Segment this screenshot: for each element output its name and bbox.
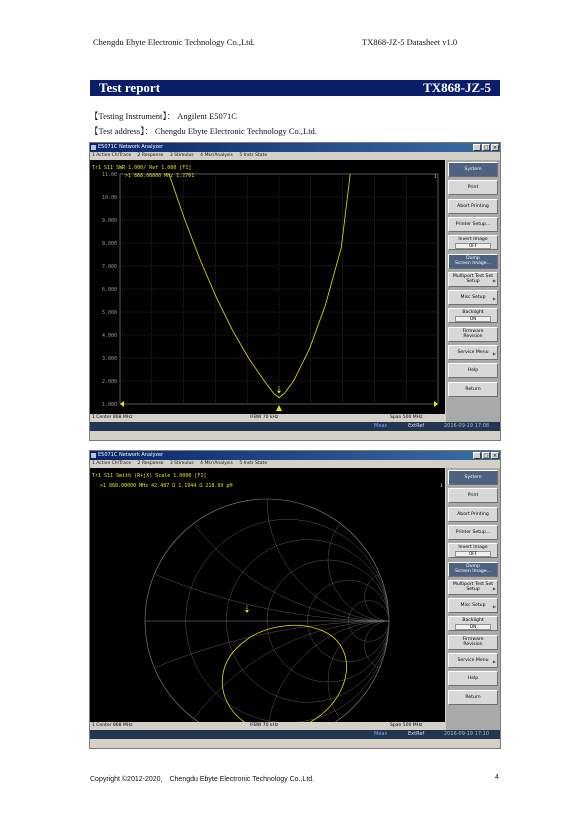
- softkey-value: ON: [455, 316, 491, 322]
- softkey-multiport-test-set[interactable]: [448, 580, 498, 595]
- softkey-value: OFF: [455, 551, 491, 557]
- menu-active-ch[interactable]: 1 Active Ch/Trace: [92, 153, 132, 158]
- softkey-label: Service Menu: [457, 350, 489, 355]
- softkey-value: ON: [455, 624, 491, 630]
- softkey-label: Print: [467, 493, 479, 499]
- close-button[interactable]: ×: [492, 145, 498, 151]
- reactance-arc: [328, 621, 445, 722]
- smith-outer-circle: [145, 499, 389, 722]
- menu-instr-state[interactable]: 5 Instr State: [239, 461, 268, 466]
- submenu-arrow-icon: ▶: [492, 585, 496, 591]
- reactance-arc: [145, 621, 445, 722]
- softkey-service-menu[interactable]: [448, 653, 498, 668]
- softkey-multiport-test-set[interactable]: [448, 272, 498, 287]
- ref-level-left-triangle: [120, 401, 124, 407]
- minimize-button[interactable]: _: [473, 144, 481, 151]
- submenu-arrow-icon: ▶: [492, 659, 496, 664]
- reactance-arc: [328, 499, 445, 621]
- extref-indicator: ExtRef: [408, 731, 425, 737]
- menu-stimulus[interactable]: 3 Stimulus: [169, 153, 194, 158]
- softkey-label: Misc Setup: [460, 603, 486, 609]
- app-icon: [91, 453, 96, 458]
- smith-chart: [90, 468, 445, 722]
- page-header-doc: TX868-JZ-5 Datasheet v1.0: [362, 37, 458, 47]
- y-tick-label: 8.000: [101, 241, 117, 247]
- instrument-status-bar: [90, 422, 500, 431]
- softkey-label-2: Revision: [463, 641, 483, 647]
- softkey-label: Abort Printing: [457, 203, 489, 209]
- softkey-label: Firmware: [462, 328, 484, 334]
- resistance-circle: [186, 519, 389, 722]
- softkey-help[interactable]: [448, 363, 498, 378]
- page-header-company: Chengdu Ebyte Electronic Technology Co.,Ltd.: [93, 37, 255, 47]
- softkey-print[interactable]: [448, 180, 498, 195]
- menu-mkr-analysis[interactable]: 4 Mkr/Analysis: [200, 153, 233, 158]
- softkey-label-2: Screen Image...: [454, 568, 492, 574]
- channel-number: 1: [440, 484, 443, 489]
- maximize-button[interactable]: □: [483, 453, 489, 459]
- y-tick-label: 4.000: [101, 333, 117, 339]
- footer-copyright: Copyright ©2012-2020， Chengdu Ebyte Electronic Technology Co.,Ltd.: [90, 776, 315, 783]
- softkey-return[interactable]: [448, 690, 498, 705]
- y-tick-label: 7.000: [101, 264, 117, 270]
- menu-stimulus[interactable]: 3 Stimulus: [169, 461, 194, 466]
- submenu-arrow-icon: ▶: [492, 277, 496, 283]
- softkey-label: Multiport Test Set: [452, 273, 494, 279]
- meas-indicator: Meas: [374, 423, 388, 429]
- minimize-button[interactable]: _: [473, 452, 481, 459]
- softkey-abort-printing[interactable]: [448, 507, 498, 522]
- menu-bar: [90, 152, 500, 160]
- testing-instrument: 【Testing Instrument】： Angilent E5071C: [90, 111, 237, 121]
- softkey-label: Firmware: [462, 636, 484, 642]
- softkey-backlight[interactable]: [448, 308, 498, 323]
- softkey-help[interactable]: [448, 671, 498, 686]
- menu-response[interactable]: 2 Response: [137, 153, 164, 158]
- channel-number: 1: [434, 175, 437, 180]
- marker-1-label: 1: [245, 606, 249, 611]
- y-tick-label: 10.00: [101, 195, 117, 201]
- softkey-return[interactable]: [448, 382, 498, 397]
- softkey-label: Invert Image: [458, 545, 488, 551]
- softkey-system[interactable]: [448, 162, 498, 177]
- softkey-service-menu[interactable]: [448, 345, 498, 360]
- marker-1-label: 1: [277, 386, 281, 392]
- y-tick-label: 2.000: [101, 379, 117, 385]
- menu-active-ch[interactable]: 1 Active Ch/Trace: [92, 461, 132, 466]
- softkey-invert-image[interactable]: [448, 543, 498, 558]
- y-tick-label: 9.000: [101, 218, 117, 224]
- y-tick-label: 1.000: [101, 402, 117, 408]
- softkey-label-2: Setup: [466, 278, 480, 284]
- test-address: 【Test address】： Chengdu Ebyte Electronic Technology Co.,Ltd.: [90, 126, 317, 136]
- softkey-firmware[interactable]: [448, 635, 498, 650]
- softkey-system[interactable]: [448, 470, 498, 485]
- softkey-label: Help: [467, 676, 479, 682]
- menu-bar: [90, 460, 500, 468]
- y-tick-label: 11.00: [101, 172, 117, 178]
- softkey-label: Service Menu: [457, 658, 489, 663]
- softkey-misc-setup[interactable]: [448, 290, 498, 305]
- reactance-arcs: [90, 468, 445, 722]
- stimulus-center-triangle: [276, 405, 282, 411]
- ref-level-right-triangle: [434, 401, 438, 407]
- reactance-arc: [90, 621, 445, 722]
- menu-response[interactable]: 2 Response: [137, 461, 164, 466]
- softkey-value: OFF: [455, 243, 491, 249]
- softkey-label: Print: [467, 185, 479, 191]
- softkey-label: Dump: [466, 255, 480, 261]
- softkey-dump[interactable]: [448, 562, 498, 577]
- softkey-label: Backlight: [462, 310, 484, 316]
- window-titlebar: [90, 451, 500, 460]
- section-title: Test report: [99, 80, 161, 95]
- reactance-arc: [267, 468, 445, 621]
- softkey-label: System: [464, 475, 482, 480]
- extref-indicator: ExtRef: [408, 423, 425, 429]
- softkey-label: Misc Setup: [460, 295, 486, 301]
- window-title: E5071C Network Analyzer: [98, 452, 164, 458]
- y-tick-label: 6.000: [101, 287, 117, 293]
- swr-plot-area[interactable]: [90, 160, 445, 414]
- close-button[interactable]: ×: [492, 453, 498, 459]
- y-tick-label: 5.000: [101, 310, 117, 316]
- softkey-printer-setup[interactable]: [448, 217, 498, 232]
- softkey-label: Return: [465, 694, 481, 700]
- softkey-firmware[interactable]: [448, 327, 498, 342]
- softkey-label: Backlight: [462, 618, 484, 624]
- app-icon: [91, 145, 96, 150]
- softkey-label: Printer Setup...: [455, 221, 491, 227]
- marker-readout: >1 868.00000 MHz 42.487 Ω 1.1944 Ω 218.99 pH: [100, 483, 233, 489]
- softkey-label-2: Revision: [463, 333, 483, 339]
- maximize-button[interactable]: □: [483, 145, 489, 151]
- softkey-label: System: [464, 167, 482, 172]
- marker-readout: >1 868.00000 MHz 1.2761: [125, 173, 195, 179]
- ifbw: IFBW 70 kHz: [250, 723, 279, 728]
- softkey-abort-printing[interactable]: [448, 199, 498, 214]
- trace-label: Tr1 S11 Smith (R+jX) Scale 1.0000 [F1]: [92, 473, 207, 479]
- softkey-printer-setup[interactable]: [448, 525, 498, 540]
- softkey-label: Multiport Test Set: [452, 581, 494, 587]
- softkey-print[interactable]: [448, 488, 498, 503]
- softkey-label-2: Screen Image...: [454, 260, 492, 266]
- center-freq: 1 Center 868 MHz: [92, 723, 133, 728]
- timestamp: 2016-09-19 17:10: [444, 731, 490, 737]
- softkey-label: Help: [467, 368, 479, 374]
- softkey-label: Invert Image: [458, 237, 488, 243]
- ifbw: IFBW 70 kHz: [250, 415, 279, 420]
- softkey-label: Return: [465, 386, 481, 392]
- submenu-arrow-icon: ▶: [492, 351, 496, 356]
- gridlines: [120, 174, 438, 404]
- smith-trace: [222, 625, 346, 722]
- reactance-arc: [90, 468, 445, 621]
- y-tick-label: 3.000: [101, 356, 117, 362]
- analyzer-window-swr: [89, 142, 501, 441]
- span: Span 500 MHz: [390, 415, 423, 420]
- swr-chart: [90, 160, 445, 414]
- center-freq: 1 Center 868 MHz: [92, 415, 133, 420]
- submenu-arrow-icon: ▶: [492, 296, 496, 302]
- softkey-panel: [446, 468, 500, 730]
- submenu-arrow-icon: ▶: [492, 604, 496, 610]
- meas-indicator: Meas: [374, 731, 388, 737]
- softkey-misc-setup[interactable]: [448, 598, 498, 613]
- section-model: TX868-JZ-5: [423, 80, 491, 95]
- softkey-label-2: Setup: [466, 586, 480, 592]
- softkey-dump[interactable]: [448, 254, 498, 269]
- swr-trace: [169, 174, 350, 398]
- trace-label: Tr1 S11 SWR 1.000/ Ref 1.000 [F1]: [92, 165, 192, 171]
- softkey-panel: [446, 160, 500, 422]
- softkey-label: Dump: [466, 563, 480, 569]
- section-banner: [90, 80, 500, 96]
- softkey-invert-image[interactable]: [448, 235, 498, 250]
- analyzer-window-smith: [89, 450, 501, 749]
- softkey-label: Printer Setup...: [455, 529, 491, 535]
- window-titlebar: [90, 143, 500, 152]
- status-bar: [90, 722, 445, 730]
- menu-instr-state[interactable]: 5 Instr State: [239, 153, 268, 158]
- softkey-backlight[interactable]: [448, 616, 498, 631]
- softkey-label: Abort Printing: [457, 511, 489, 517]
- reactance-arc: [145, 468, 445, 621]
- smith-plot-area[interactable]: [90, 468, 445, 722]
- window-title: E5071C Network Analyzer: [98, 144, 164, 150]
- page-number: 4: [495, 774, 499, 781]
- instrument-status-bar: [90, 730, 500, 739]
- menu-mkr-analysis[interactable]: 4 Mkr/Analysis: [200, 461, 233, 466]
- span: Span 500 MHz: [390, 723, 423, 728]
- timestamp: 2016-09-19 17:08: [444, 423, 490, 429]
- status-bar: [90, 414, 445, 422]
